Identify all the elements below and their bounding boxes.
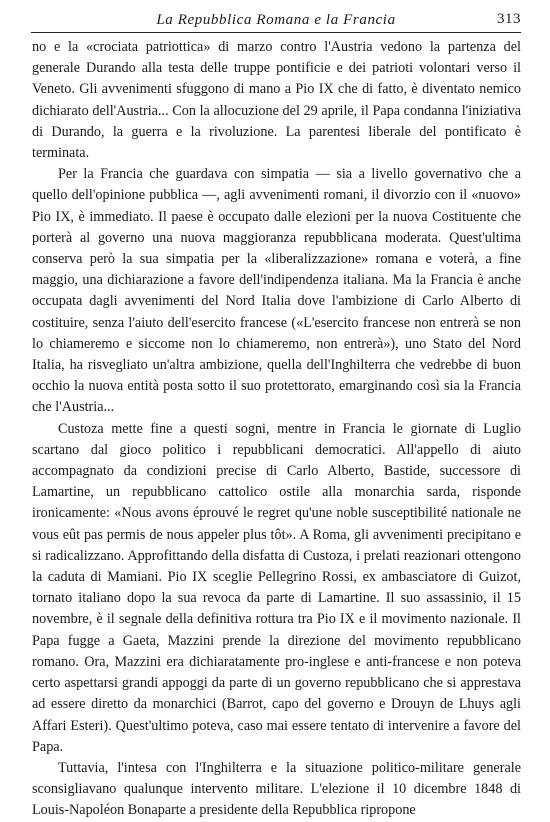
paragraph-tuttavia: Tuttavia, l'intesa con l'Inghilterra e la situazione politico-militare generale sconsigliavano qualunque intervento militare. L'elezione il 10 dicembre 1848 di Louis-Napoléon Bonaparte a presidente della Repubblica ripropone	[32, 759, 521, 819]
paragraph-custoza: Custoza mette fine a questi sogni, mentre in Francia le giornate di Luglio scartano dal gioco politico i repubblicani democratici. All'appello di aiuto accompagnato da condizioni precise di Carlo Alberto, Bastide, successore di Lamartine, un repubblicano cattolico ostile alla monarchia sarda, risponde ironicamente: «Nous avons éprouvé le regret qu'une noble susceptibilité nationale ne vous eût pas permis de nous appeler plus tôt». A Roma, gli avvenimenti precipitano e si radicalizzano. Approfittando della disfatta di Custoza, i prelati reazionari ottengono la caduta di Mamiani. Pio IX sceglie Pellegrino Rossi, ex ambasciatore di Guizot, tornato italiano dopo la sua revoca da parte di Lamartine. Il suo assassinio, il 15 novembre, è il segnale della definitiva rottura tra Pio IX e il movimento nazionale. Il Papa fugge a Gaeta, Mazzini prende la direzione del movimento repubblicano romano. Ora, Mazzini era dichiaratamente pro-inglese e anti-francese e non poteva certo aspettarsi grandi appoggi da parte di un governo repubblicano che si apprestava ad essere diretto da monarchici (Barrot, capo del governo e Drouyn de Lhuys agli Affari Esteri). Quest'ultimo poteva, caso mai essere tentato di intervenire a favore del Papa.	[32, 420, 521, 755]
paragraph-continuation: no e la «crociata patriottica» di marzo contro l'Austria vedono la partenza del generale Durando alla testa delle truppe pontificie e dei patrioti volontari verso il Veneto. Gli avvenimenti sfuggono di mano a Pio IX che di fatto, è diventato nemico dichiarato dell'Austria... Con la allocuzione del 29 aprile, il Papa condanna l'iniziativa di Durando, la guerra e la rivoluzione. La parentesi liberale del pontificato è terminata.	[32, 39, 521, 162]
running-header	[31, 8, 521, 33]
paragraph-france-sympathy: Per la Francia che guardava con simpatia — sia a livello governativo che a quello dell'opinione pubblica —, agli avvenimenti romani, il divorzio con il «nuovo» Pio IX, è immediato. Il paese è occupato dalle elezioni per la nuova Costituente che porterà al governo una nuova maggioranza repubblicana moderata. Quest'ultima conserva però la sua simpatia per la «liberalizzazione» romana e voterà, a fine maggio, una dichiarazione a favore dell'indipendenza italiana. Ma la Francia è anche occupata dagli avvenimenti del Nord Italia dove l'ambizione di Carlo Alberto di costituire, senza l'aiuto dell'esercito francese («L'esercito francese non entrerà se non lo chiameremo e siccome non lo chiameremo, non entrerà»), uno Stato del Nord Italia, ha risvegliato un'altra ambizione, quella dell'Inghilterra che vedrebbe di buon occhio la nuova entità posta sotto il suo protettorato, emarginando così sia la Francia che l'Austria...	[32, 166, 521, 416]
body-text	[32, 37, 521, 822]
running-title: La Repubblica Romana e la Francia	[156, 12, 396, 28]
page-number: 313	[497, 11, 521, 27]
